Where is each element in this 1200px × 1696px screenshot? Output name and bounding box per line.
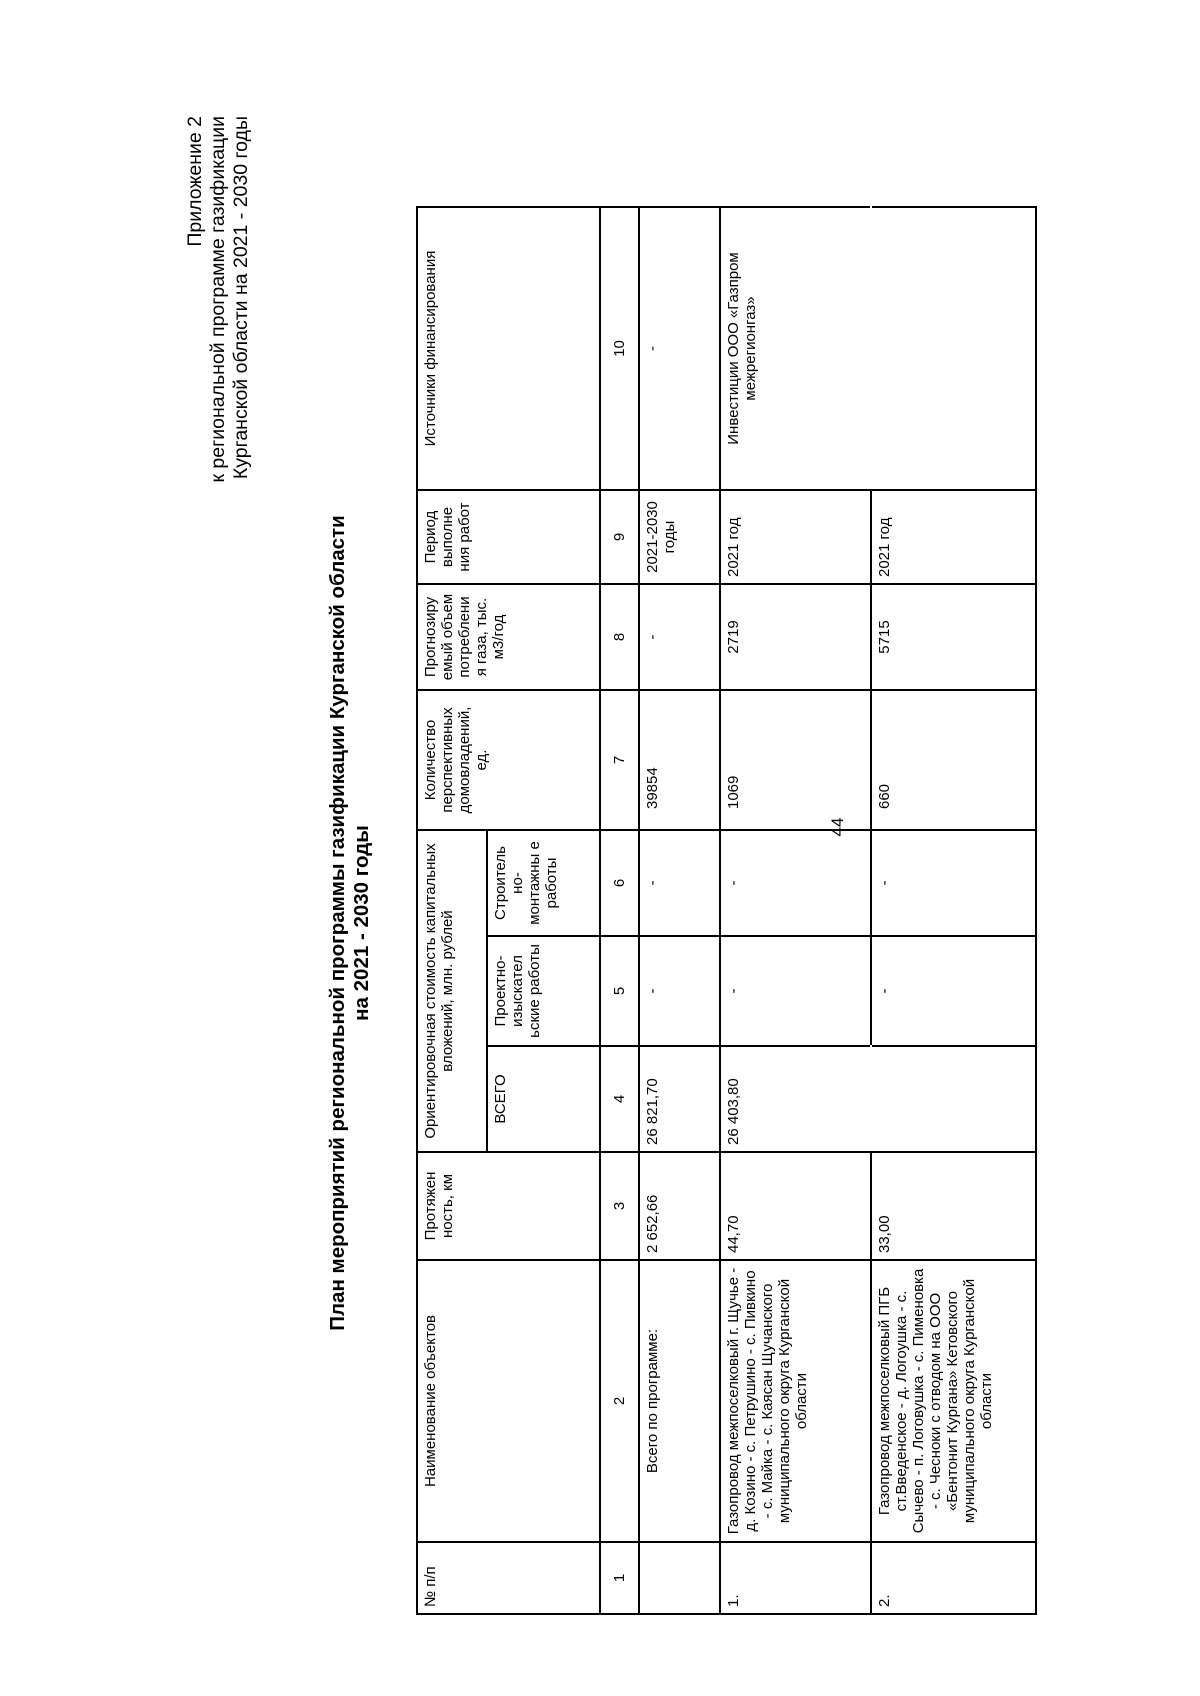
row-period: 2021 год: [871, 490, 1036, 584]
column-number: 1: [600, 1542, 639, 1614]
header-cost-group: Ориентировочная стоимость капитальных вложений, млн. рублей: [417, 830, 487, 1152]
header-design-works: Проектно-изыскател ьские работы: [487, 936, 600, 1046]
total-label: Всего по программе:: [639, 1260, 720, 1542]
column-number: 6: [600, 830, 639, 936]
header-total-cost: ВСЕГО: [487, 1046, 600, 1152]
total-row: [639, 207, 720, 1614]
column-number: 7: [600, 690, 639, 830]
row-households: 1069: [720, 690, 871, 830]
table-row: [720, 207, 871, 1614]
total-period: 2021-2030 годы: [639, 490, 720, 584]
appendix-note: [184, 116, 253, 586]
total-gas: -: [639, 584, 720, 690]
row-funding-source: [871, 207, 1036, 490]
total-construction: -: [639, 830, 720, 936]
appendix-line-3: Курганской области на 2021 - 2030 годы: [230, 116, 252, 480]
header-row-1: [417, 207, 487, 1614]
total-households: 39854: [639, 690, 720, 830]
row-length: 44,70: [720, 1152, 871, 1260]
document-title: [326, 250, 374, 1596]
row-total-cost: 26 403,80: [720, 1046, 871, 1152]
row-households: 660: [871, 690, 1036, 830]
row-design: -: [720, 936, 871, 1046]
column-number: 9: [600, 490, 639, 584]
header-construction-works: Строитель но-монтажны е работы: [487, 830, 600, 936]
header-period: Период выполне ния работ: [417, 490, 600, 584]
row-object-name: Газопровод межпоселковый ПГБ ст.Введенское - д. Логоушка - с. Сычево - п. Логовушка - с. Пименовка - с. Чесноки с отводом на ООО «Бентонит Кургана» Кетовского муниципального округа Курганской области: [871, 1260, 1036, 1542]
row-construction: -: [720, 830, 871, 936]
row-design: -: [871, 936, 1036, 1046]
total-design: -: [639, 936, 720, 1046]
row-period: 2021 год: [720, 490, 871, 584]
row-gas: 5715: [871, 584, 1036, 690]
row-gas: 2719: [720, 584, 871, 690]
row-length: 33,00: [871, 1152, 1036, 1260]
title-line-1: План мероприятий региональной программы газификации Курганской области: [326, 515, 349, 1331]
header-length: Протяжен ность, км: [417, 1152, 600, 1260]
appendix-line-1: Приложение 2: [184, 116, 206, 247]
header-name: Наименование объектов: [417, 1260, 600, 1542]
row-object-name: Газопровод межпоселковый г. Щучье - д. Козино - с. Петрушино - с. Пивкино - с. Майка - с. Каясан Щучанского муниципального округа Курганской области: [720, 1260, 871, 1542]
total-cost: 26 821,70: [639, 1046, 720, 1152]
row-construction: -: [871, 830, 1036, 936]
row-total-cost: [871, 1046, 1036, 1152]
column-number: 5: [600, 936, 639, 1046]
column-number: 8: [600, 584, 639, 690]
header-households: Количество перспективных домовладений, ед.: [417, 690, 600, 830]
total-source: -: [639, 207, 720, 490]
total-length: 2 652,66: [639, 1152, 720, 1260]
header-funding-source: Источники финансирования: [417, 207, 600, 490]
row-num: 1.: [720, 1542, 871, 1614]
row-num: 2.: [871, 1542, 1036, 1614]
row-funding-source: Инвестиции ООО «Газпром межрегионгаз»: [720, 207, 871, 490]
header-num: № п/п: [417, 1542, 600, 1614]
column-number: 4: [600, 1046, 639, 1152]
column-number: 10: [600, 207, 639, 490]
page-number: 44: [828, 817, 847, 837]
header-gas-volume: Прогнозиру емый объем потреблени я газа, тыс. м3/год: [417, 584, 600, 690]
appendix-line-2: к региональной программе газификации: [207, 116, 229, 483]
column-numbers-row: [600, 207, 639, 1614]
total-num: [639, 1542, 720, 1614]
table-row: [871, 207, 1036, 1614]
column-number: 2: [600, 1260, 639, 1542]
column-number: 3: [600, 1152, 639, 1260]
title-line-2: на 2021 - 2030 годы: [350, 825, 373, 1021]
plan-table: [416, 206, 1037, 1615]
